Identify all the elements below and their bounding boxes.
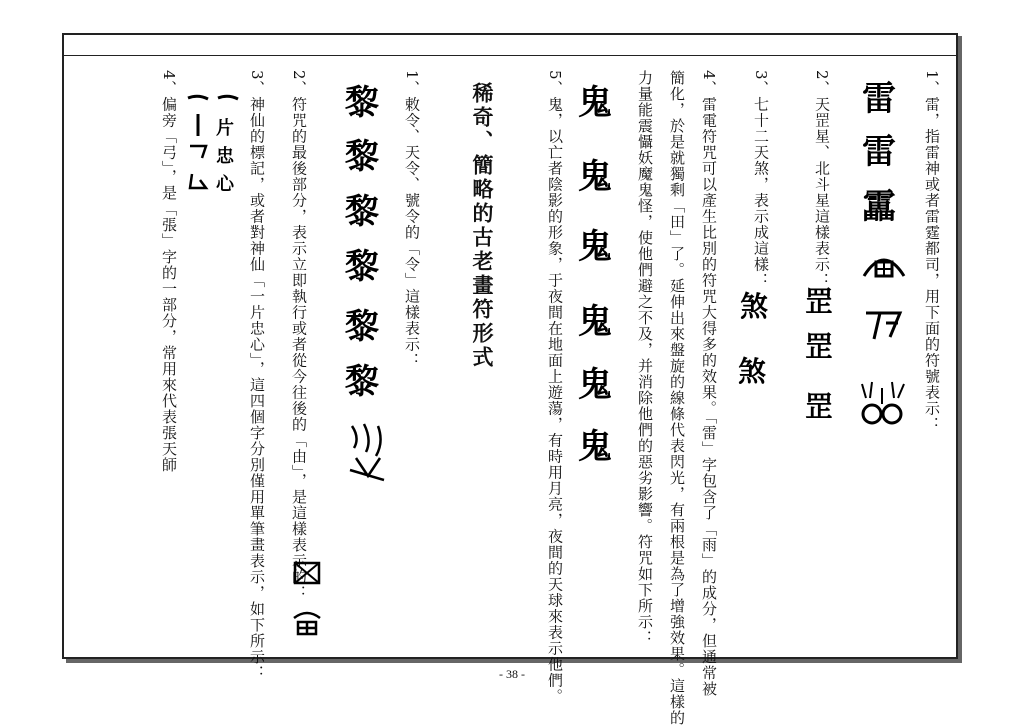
ling-glyph: 黎 (345, 137, 379, 177)
single-stroke-glyph: 片 (216, 118, 234, 139)
ghost-glyph: 鬼 (578, 227, 612, 267)
ling-cursive-icon (342, 418, 392, 488)
thunder-symbol-icon (860, 305, 908, 345)
gang-glyph: 罡 (805, 390, 834, 423)
ling-glyph: 黎 (345, 83, 379, 123)
thunder-symbol-icon (858, 378, 908, 434)
single-stroke-glyph: 心 (216, 174, 234, 195)
page-border-shadow-bottom (66, 659, 962, 663)
hook-stroke-icon (186, 142, 210, 162)
vertical-stroke-icon (190, 112, 206, 138)
ghost-glyph: 鬼 (578, 365, 612, 405)
text-line-11: 4、偏旁「弓」，是「張」字的一部分，常用來代表張天師 (160, 70, 178, 474)
header-rule (64, 55, 958, 56)
thunder-glyph: 雷 (862, 79, 896, 119)
text-line-4: 4、雷電符咒可以產生比別的符咒大得多的效果。「雷」字包含了「雨」的成分，但通常被 (700, 70, 718, 698)
text-line-1: 1、雷，指雷神或者雷霆都司，用下面的符號表示： (923, 70, 941, 433)
ghost-glyph: 鬼 (578, 157, 612, 197)
one-stroke-icon (186, 90, 210, 106)
loop-stroke-icon (186, 170, 210, 192)
section-title: 稀奇、簡略的古老畫符形式 (470, 82, 494, 370)
single-stroke-glyph: 忠 (216, 146, 234, 167)
gang-glyph: 罡 (805, 330, 834, 363)
thunder-glyph: 雷 (862, 132, 896, 172)
gang-glyph: 罡 (805, 285, 834, 318)
ghost-glyph: 鬼 (578, 302, 612, 342)
one-stroke-icon (216, 90, 240, 106)
thunder-glyph: 靁 (862, 187, 896, 227)
text-line-2: 2、天罡星、北斗星這樣表示： (813, 70, 831, 289)
sha-glyph: 煞 (738, 355, 767, 388)
you-symbol-icon (292, 560, 322, 586)
ling-glyph: 黎 (345, 307, 379, 347)
text-line-5: 簡化，於是就獨剩「田」了。延伸出來盤旋的線條代表閃光，有兩根是為了增強效果。這樣的 (668, 70, 686, 726)
ghost-glyph: 鬼 (578, 427, 612, 467)
page-number: - 38 - (499, 667, 525, 681)
sha-glyph: 煞 (740, 290, 769, 323)
text-line-8: 1、敕令、天令、號令的「令」這樣表示： (403, 70, 421, 369)
text-line-10: 3、神仙的標記，或者對神仙「一片忠心」，這四個字分別僅用單筆畫表示，如下所示： (248, 70, 266, 682)
text-line-6: 力量能震懾妖魔鬼怪，使他們避之不及，并消除他們的惡劣影響。符咒如下所示： (636, 70, 654, 646)
page-border-shadow (958, 36, 962, 662)
ghost-glyph: 鬼 (578, 83, 612, 123)
ling-glyph: 黎 (345, 192, 379, 232)
you-symbol-icon (290, 608, 324, 638)
text-line-3: 3、七十二天煞，表示成這樣： (752, 70, 770, 289)
text-line-9: 2、符咒的最後部分，表示立即執行或者從今往後的「由」，是這樣表示的： (290, 70, 308, 602)
text-line-7: 5、鬼，以亡者陰影的形象，于夜間在地面上遊蕩，有時用月亮，夜間的天球來表示他們。 (546, 70, 564, 705)
ling-glyph: 黎 (345, 362, 379, 402)
ling-glyph: 黎 (345, 247, 379, 287)
thunder-symbol-icon (858, 240, 910, 292)
